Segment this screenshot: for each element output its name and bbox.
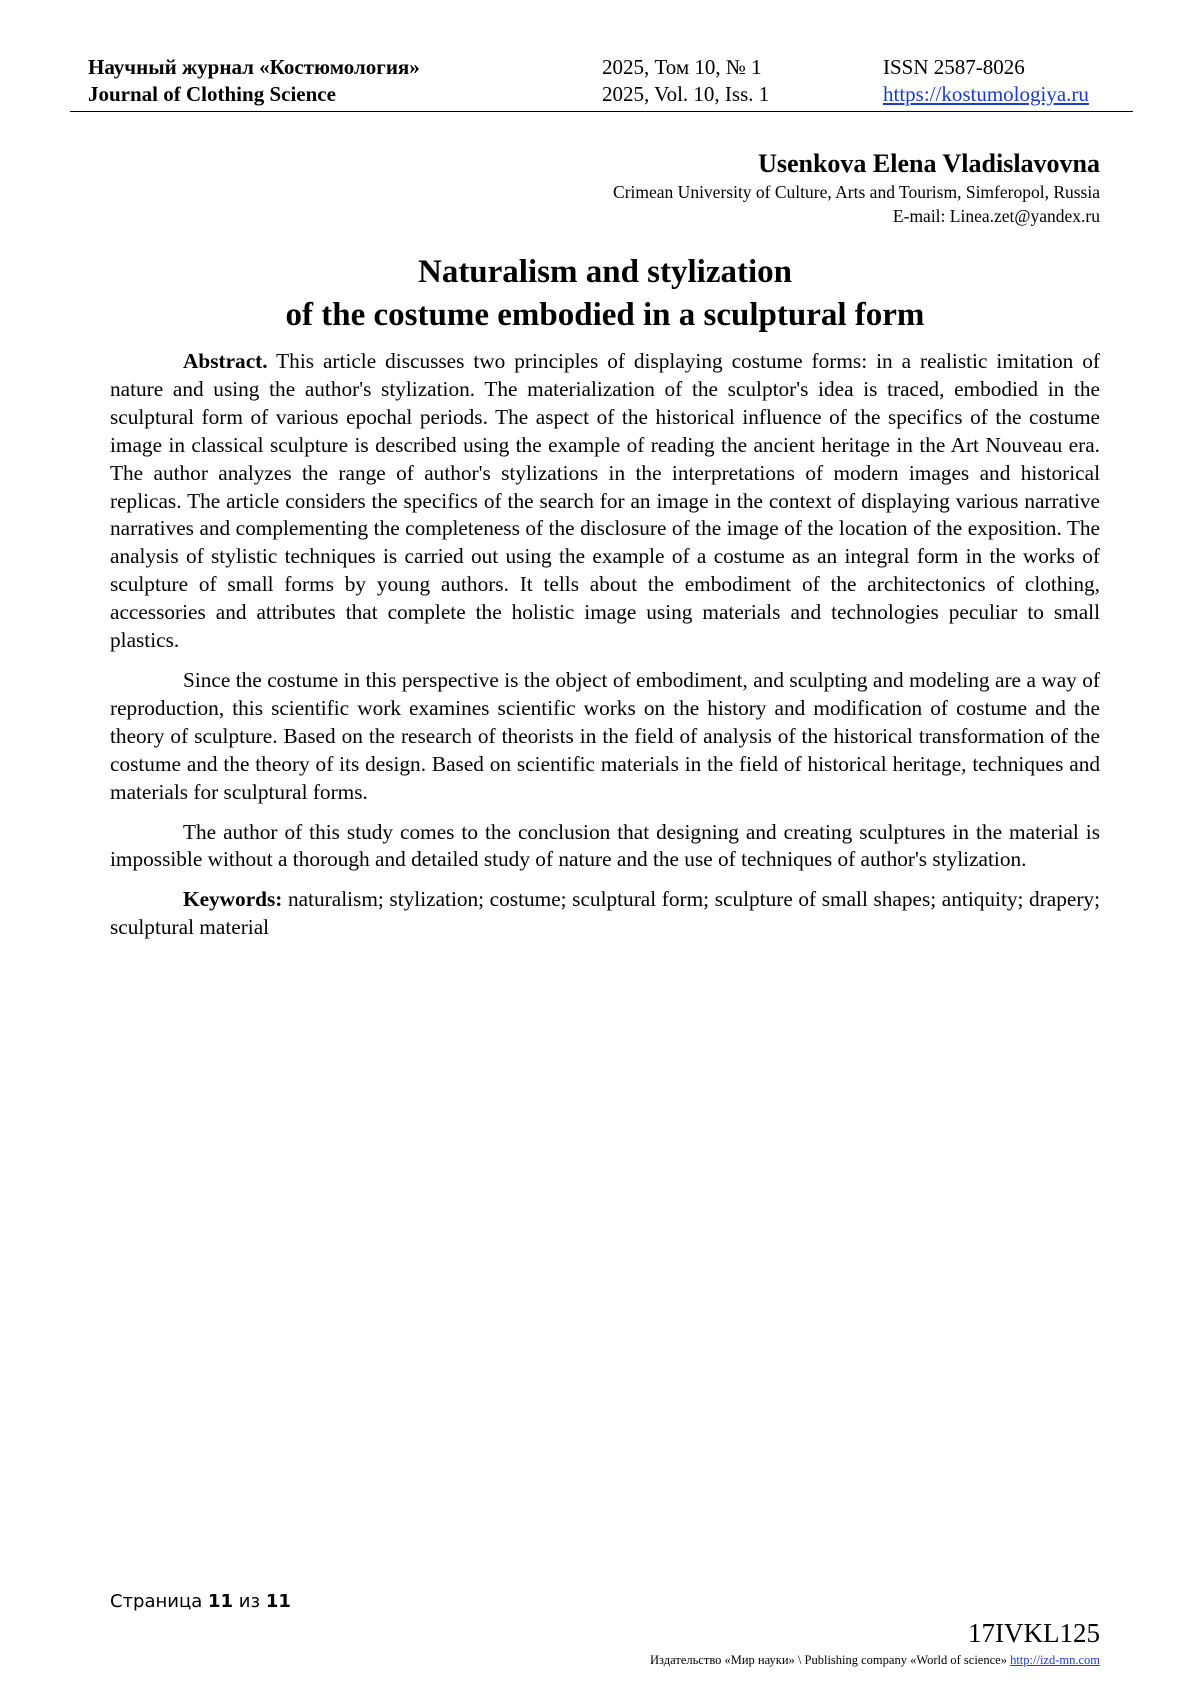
publisher-line bbox=[650, 1652, 1100, 1668]
page-counter bbox=[110, 1590, 291, 1614]
journal-name-ru: Научный журнал «Костюмология» bbox=[88, 55, 420, 79]
keywords-label: Keywords: bbox=[183, 887, 283, 912]
journal-name-block bbox=[88, 54, 420, 108]
page-prefix: Страница bbox=[110, 1591, 203, 1612]
issn: ISSN 2587-8026 bbox=[883, 55, 1025, 79]
issue-block bbox=[602, 54, 769, 108]
author-block bbox=[613, 148, 1100, 228]
issue-ru: 2025, Том 10, № 1 bbox=[602, 55, 762, 79]
page-total: 11 bbox=[265, 1591, 291, 1612]
publisher-url-link[interactable]: http://izd-mn.com bbox=[1010, 1653, 1100, 1667]
author-name: Usenkova Elena Vladislavovna bbox=[758, 149, 1100, 178]
abstract-paragraph-2: Since the costume in this perspective is the object of embodiment, and sculpting and modeling are a way of reproduction, this scientific work examines scientific works on the history and modification of costume and the theory of sculpture. Based on the research of theorists in the field of analysis of the historical transformation of the costume and the theory of its design. Based on scientific materials in the field of historical heritage, techniques and materials for sculptural forms. bbox=[110, 667, 1100, 804]
abstract-paragraph bbox=[110, 348, 1100, 655]
keywords-text: naturalism; stylization; costume; sculptural form; sculpture of small shapes; antiquity; drapery; sculptural material bbox=[110, 887, 1101, 940]
abstract-text: This article discusses two principles of displaying costume forms: in a realistic imitation of nature and using the author's stylization. The materialization of the sculptor's idea is traced, embodied in the sculptural form of various epochal periods. The aspect of the historical influence of the specifics of the costume image in classical sculpture is described using the example of reading the ancient heritage in the Art Nouveau era. The author analyzes the range of author's stylizations in the interpretations of modern images and historical replicas. The article considers the specifics of the search for an image in the context of displaying various narrative narratives and complementing the completeness of the disclosure of the image of the location of the exposition. The analysis of stylistic techniques is carried out using the example of a costume as an integral form in the works of sculpture of small forms by young authors. It tells about the embodiment of the architectonics of clothing, accessories and attributes that complete the holistic image using materials and technologies peculiar to small plastics. bbox=[110, 349, 1100, 653]
page-current: 11 bbox=[208, 1591, 234, 1612]
title-line-2: of the costume embodied in a sculptural form bbox=[285, 297, 925, 333]
abstract-label: Abstract. bbox=[183, 349, 268, 373]
issue-en: 2025, Vol. 10, Iss. 1 bbox=[602, 82, 770, 106]
page-of: из bbox=[238, 1591, 261, 1612]
journal-url-link[interactable]: https://kostumologiya.ru bbox=[883, 82, 1089, 106]
author-email: E-mail: Linea.zet@yandex.ru bbox=[892, 206, 1100, 226]
keywords-paragraph bbox=[110, 886, 1100, 942]
publisher-text: Издательство «Мир науки» \ Publishing company «World of science» bbox=[650, 1653, 1007, 1667]
article-title bbox=[110, 251, 1100, 337]
abstract-paragraph-3: The author of this study comes to the conclusion that designing and creating sculptures in the material is impossible without a thorough and detailed study of nature and the use of techniques of author's stylization. bbox=[110, 819, 1100, 872]
title-line-1: Naturalism and stylization bbox=[417, 254, 793, 290]
article-code: 17IVKL125 bbox=[968, 1618, 1100, 1648]
journal-name-en: Journal of Clothing Science bbox=[88, 82, 336, 106]
header-divider bbox=[70, 111, 1133, 112]
author-affiliation: Crimean University of Culture, Arts and Tourism, Simferopol, Russia bbox=[613, 182, 1100, 202]
abstract-section bbox=[110, 348, 1100, 954]
issn-block bbox=[883, 54, 1089, 108]
